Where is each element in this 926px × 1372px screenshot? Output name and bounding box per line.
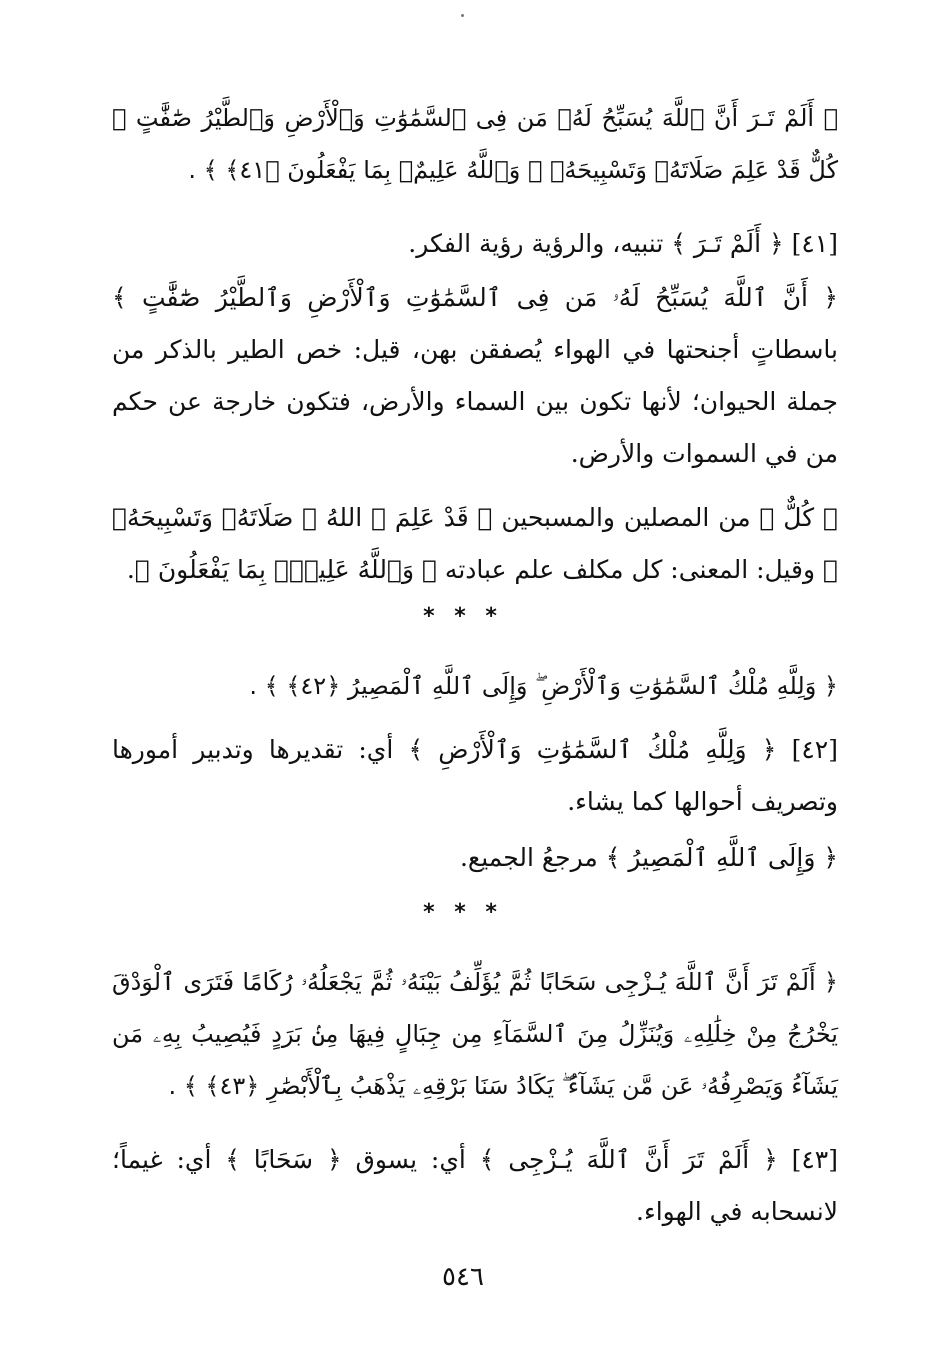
top-mark (461, 14, 464, 17)
commentary-43: [٤٣] ﴿ أَلَمْ تَرَ أَنَّ ٱللَّهَ يُـزْجِى ﴾ أي: يسوق ﴿ سَحَابًا ﴾ أي: غيماً؛ لانسحابه في الهواء. (112, 1145, 838, 1226)
commentary-41-intro: [٤١] ﴿ أَلَمْ تَـرَ ﴾ تنبيه، والرؤية رؤية الفكر. (408, 229, 838, 258)
verse-43: ﴿ أَلَمْ تَرَ أَنَّ ٱللَّهَ يُـزْجِى سَحَابًا ثُمَّ يُؤَلِّفُ بَيْنَهُۥ ثُمَّ يَجْعَلُهُۥ رُكَامًا فَتَرَى ٱلْوَدْقَ يَخْرُجُ مِنْ خِلَٰلِهِۦ وَيُنَزِّلُ مِنَ ٱلسَّمَآءِ مِن جِبَالٍ فِيهَا مِنۢ بَرَدٍ فَيُصِيبُ بِهِۦ مَن يَشَآءُ وَيَصْرِفُهُۥ عَن مَّن يَشَآءُ ۖ يَكَادُ سَنَا بَرْقِهِۦ يَذْهَبُ بِٱلْأَبْصَٰرِ ﴿٤٣﴾ ﴾ . (112, 968, 838, 1100)
commentary-42: [٤٢] ﴿ وَلِلَّهِ مُلْكُ ٱلسَّمَٰوَٰتِ وَٱلْأَرْضِ ﴾ أي: تقديرها وتدبير أمورها وتصريف أحوالها كما يشاء. (112, 735, 838, 816)
commentary-41-birds: ﴿ أَنَّ ٱللَّهَ يُسَبِّحُ لَهُۥ مَن فِى ٱلسَّمَٰوَٰتِ وَٱلْأَرْضِ وَٱلطَّيْرُ صَٰٓفَّٰتٍ ﴾ باسطاتٍ أجنحتها في الهواء يُصفقن بهن، قيل: خص الطير بالذكر من جملة الحيوان؛ لأنها تكون بين السماء والأرض، فتكون خارجة عن حكم من في السموات والأرض. (112, 283, 838, 468)
page-number: ٥٤٦ (442, 1262, 484, 1292)
commentary-42-return: ﴿ وَإِلَى ٱللَّهِ ٱلْمَصِيرُ ﴾ مرجعُ الجميع. (459, 843, 838, 872)
section-separator: * * * (423, 604, 503, 629)
commentary-41-prayer: ﴿ كُلٌّ ﴾ من المصلين والمسبحين ﴿ قَدْ عَلِمَ ﴾ اللهُ ﴿ صَلَاتَهُۥ وَتَسْبِيحَهُۥ ﴾ وقيل: المعنى: كل مكلف علم عبادته ﴿ وَٱللَّهُ عَلِيمٌۢ بِمَا يَفْعَلُونَ ﴾. (112, 503, 838, 584)
verse-41: ﴿ أَلَمْ تَـرَ أَنَّ ٱللَّهَ يُسَبِّحُ لَهُۥ مَن فِى ٱلسَّمَٰوَٰتِ وَٱلْأَرْضِ وَٱلطَّيْرُ صَٰٓفَّٰتٍ ۖ كُلٌّ قَدْ عَلِمَ صَلَاتَهُۥ وَتَسْبِيحَهُۥ ۗ وَٱللَّهُ عَلِيمٌۢ بِمَا يَفْعَلُونَ ﴿٤١﴾ ﴾ . (112, 104, 838, 184)
verse-42: ﴿ وَلِلَّهِ مُلْكُ ٱلسَّمَٰوَٰتِ وَٱلْأَرْضِ ۖ وَإِلَى ٱللَّهِ ٱلْمَصِيرُ ﴿٤٢﴾ ﴾ . (249, 672, 838, 700)
section-separator: * * * (423, 900, 503, 925)
